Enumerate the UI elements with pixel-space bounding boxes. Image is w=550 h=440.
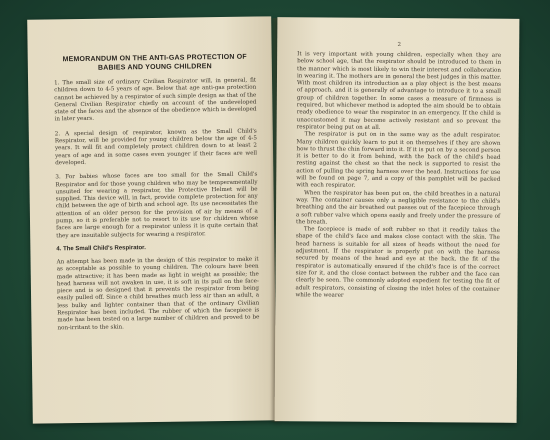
memorandum-title: MEMORANDUM ON THE ANTI-GAS PROTECTION OF BABIES AND YOUNG CHILDREN bbox=[62, 53, 247, 72]
right-paragraph-2: The respirator is put on in the same way as the adult respirator. Many children quickly learn to put it on themselves if they are shown how to thrust the chin forward into it. If it is put on by a second person it is better to do it from behind, with the back of the child's head resting against the chest so that the neck is supported to resist the action of pulling the spring harness over the head. Instructions for use will be found on page 7, and a copy of this pamphlet will be packed with each respirator. bbox=[296, 131, 501, 190]
right-paragraph-3: When the respirator has been put on, the child breathes in a natural way. The container causes only a negligible resistance to the child's breathing and the air breathed out passes out of the facepiece through a soft rubber valve which opens easily and freely under the pressure of the breath. bbox=[295, 189, 501, 226]
right-paragraph-1: It is very important with young children, especially when they are below school age, that the respirator should be introduced to them in the manner which is most likely to win their interest and collaboration in wearing it. The mothers are in general the best judges in this matter. With most children its introduction as a play object is the best means of approach, and it is generally of advantage to introduce it to a small group of children together. In some cases a measure of firmness is required, but whichever method is adopted the aim should be to obtain ready obedience to wear the respirator in an emergency. If the child is unaccustomed it may become actively resistant and so prevent the respirator being put on at all. bbox=[296, 51, 502, 131]
left-page bbox=[27, 16, 277, 423]
paragraph-3: 3. For babies whose faces are too small for the Small Child's Respirator and for those young children who may be temperamentally unsuited for wearing a respirator, the Protective Helmet will be supplied. This device will, in fact, provide complete protection for any child between the age of birth and school age. Its use necessitates the attention of an older person for the provision of air by means of a pump, so it is preferable not to resort to its use for children whose faces are large enough for a respirator unless it is quite certain that they are insuitable subjects for wearing a respirator. bbox=[55, 171, 259, 239]
page-number: 2 bbox=[397, 41, 401, 49]
right-page-text bbox=[295, 41, 501, 301]
paragraph-1: 1. The small size of ordinary Civilian Respirator will, in general, fit children down to 4-5 years of age. Below that age anti-gas protection cannot be achieved by a respirator of such simple design as that of the General Civilian Respirator chiefly on account of the undeveloped state of the faces and the absence of the obedience which is developed in later years. bbox=[54, 77, 257, 123]
paragraph-4: An attempt has been made in the design of this respirator to make it as acceptable as possible to young children. The colours have been made attractive; it has been made as light in weight as possible; the head harness will not awaken in use, it is soft in its pull on the face-piece and is so designed that it prevents the respirator from being easily pulled off. Since a child breathes much less air than an adult, a less bulky and lighter container than that of the ordinary Civilian Respirator has been included. The rubber of which the facepiece is made has been tested on a large number of children and proved to be non-irritant to the skin. bbox=[56, 256, 260, 331]
right-paragraph-4: The facepiece is made of soft rubber so that it readily takes the shape of the child's face and makes close contact with the skin. The head harness is suitable for all sizes of heads without the need for adjustment. If the respirator is properly put on with the harness secured by means of the head and eye at the back, the fit of the respirator is automatically ensured if the child's face is of the correct size for it, and the close contact between the rubber and the face can clearly be seen. The commonly adopted expedient for testing the fit of adult respirators, consisting of closing the inlet holes of the container while the wearer bbox=[295, 226, 500, 299]
section-heading-4: 4. The Small Child's Respirator. bbox=[56, 245, 146, 253]
paragraph-2: 2. A special design of respirator, known as the Small Child's Respirator, will be provided for young children below the age of 4-5 years. It will fit and completely protect children down to at least 2 years of age and in some cases even younger if their faces are well developed. bbox=[54, 128, 258, 167]
right-page bbox=[275, 17, 520, 423]
left-page-text bbox=[54, 53, 260, 333]
